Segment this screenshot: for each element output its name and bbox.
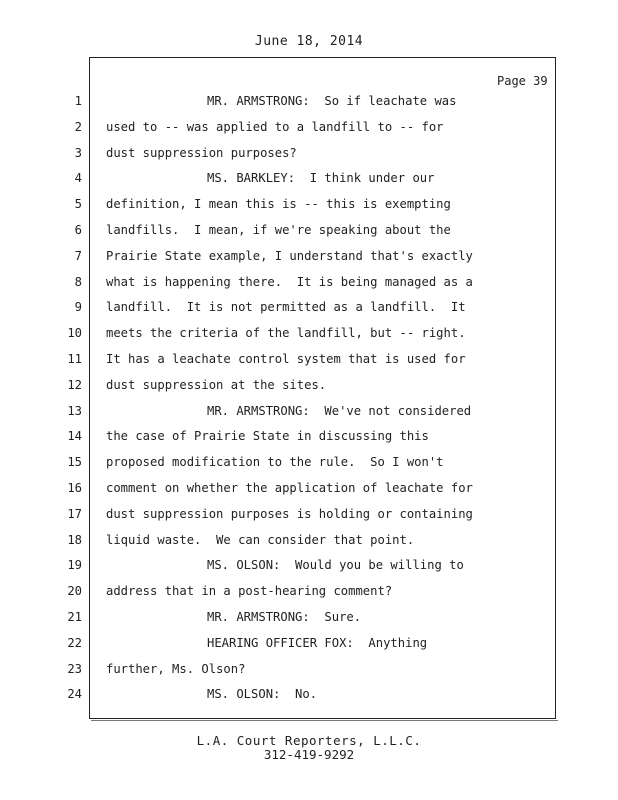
line-text: used to -- was applied to a landfill to -- for bbox=[106, 119, 444, 134]
line-number: 4 bbox=[74, 171, 82, 186]
line-text: dust suppression purposes? bbox=[106, 145, 297, 160]
line-text: the case of Prairie State in discussing this bbox=[106, 429, 429, 444]
line-text: address that in a post-hearing comment? bbox=[106, 584, 393, 599]
line-number: 2 bbox=[74, 119, 82, 134]
transcript-line bbox=[0, 455, 618, 479]
line-text: further, Ms. Olson? bbox=[106, 661, 246, 676]
transcript-line bbox=[0, 94, 618, 118]
transcript-line bbox=[0, 352, 618, 376]
line-number: 9 bbox=[74, 300, 82, 315]
line-text: meets the criteria of the landfill, but -- right. bbox=[106, 326, 466, 341]
page-number: Page 39 bbox=[497, 74, 548, 88]
line-text: landfill. It is not permitted as a landfill. It bbox=[106, 300, 466, 315]
line-text: MS. OLSON: Would you be willing to bbox=[207, 558, 464, 573]
transcript-line bbox=[0, 481, 618, 505]
line-number: 15 bbox=[67, 455, 82, 470]
line-text: MS. BARKLEY: I think under our bbox=[207, 171, 435, 186]
footer-company: L.A. Court Reporters, L.L.C. bbox=[196, 733, 422, 748]
line-number: 14 bbox=[67, 429, 82, 444]
line-text: definition, I mean this is -- this is exempting bbox=[106, 197, 451, 212]
transcript-line bbox=[0, 146, 618, 170]
transcript-line bbox=[0, 378, 618, 402]
transcript-line bbox=[0, 171, 618, 195]
line-number: 18 bbox=[67, 532, 82, 547]
line-text: what is happening there. It is being managed as a bbox=[106, 274, 473, 289]
line-number: 6 bbox=[74, 223, 82, 237]
line-number: 22 bbox=[67, 635, 82, 650]
line-text: HEARING OFFICER FOX: Anything bbox=[207, 635, 428, 650]
transcript-line bbox=[0, 610, 618, 634]
line-number: 7 bbox=[74, 248, 82, 263]
line-text: liquid waste. We can consider that point. bbox=[106, 532, 415, 547]
line-number: 1 bbox=[74, 94, 82, 108]
line-text: dust suppression at the sites. bbox=[106, 377, 327, 392]
line-number: 23 bbox=[67, 661, 82, 676]
line-text: comment on whether the application of leachate for bbox=[106, 481, 473, 495]
transcript-line bbox=[0, 662, 618, 686]
line-text: MR. ARMSTRONG: Sure. bbox=[207, 610, 362, 624]
line-text: proposed modification to the rule. So I won't bbox=[106, 455, 444, 470]
footer-phone: 312-419-9292 bbox=[263, 747, 355, 762]
line-number: 3 bbox=[74, 145, 82, 160]
line-number: 10 bbox=[67, 326, 82, 341]
frame-shadow bbox=[91, 717, 558, 721]
line-number: 13 bbox=[67, 403, 82, 418]
line-number: 16 bbox=[67, 481, 82, 495]
transcript-line bbox=[0, 197, 618, 221]
transcript-line bbox=[0, 275, 618, 299]
line-number: 24 bbox=[67, 687, 82, 702]
line-text: dust suppression purposes is holding or containing bbox=[106, 506, 473, 521]
transcript-line bbox=[0, 429, 618, 453]
transcript-line bbox=[0, 300, 618, 324]
line-number: 8 bbox=[74, 274, 82, 289]
line-text: MR. ARMSTRONG: We've not considered bbox=[207, 403, 472, 418]
transcript-line bbox=[0, 687, 618, 711]
transcript-line bbox=[0, 249, 618, 273]
line-number: 11 bbox=[67, 352, 82, 366]
transcript-line bbox=[0, 223, 618, 247]
line-number: 19 bbox=[67, 558, 82, 573]
transcript-line bbox=[0, 120, 618, 144]
line-number: 20 bbox=[67, 584, 82, 599]
transcript-line bbox=[0, 636, 618, 660]
line-number: 5 bbox=[74, 197, 82, 212]
line-text: landfills. I mean, if we're speaking about the bbox=[106, 223, 451, 237]
line-number: 12 bbox=[67, 377, 82, 392]
transcript-line bbox=[0, 533, 618, 557]
line-text: MS. OLSON: No. bbox=[207, 687, 318, 702]
line-text: Prairie State example, I understand that's exactly bbox=[106, 248, 473, 263]
header-date: June 18, 2014 bbox=[254, 34, 364, 49]
transcript-line bbox=[0, 404, 618, 428]
transcript-line bbox=[0, 584, 618, 608]
transcript-line bbox=[0, 558, 618, 582]
line-number: 21 bbox=[67, 610, 82, 624]
line-number: 17 bbox=[67, 506, 82, 521]
line-text: MR. ARMSTRONG: So if leachate was bbox=[207, 94, 457, 108]
line-text: It has a leachate control system that is used for bbox=[106, 352, 466, 366]
transcript-line bbox=[0, 326, 618, 350]
transcript-line bbox=[0, 507, 618, 531]
